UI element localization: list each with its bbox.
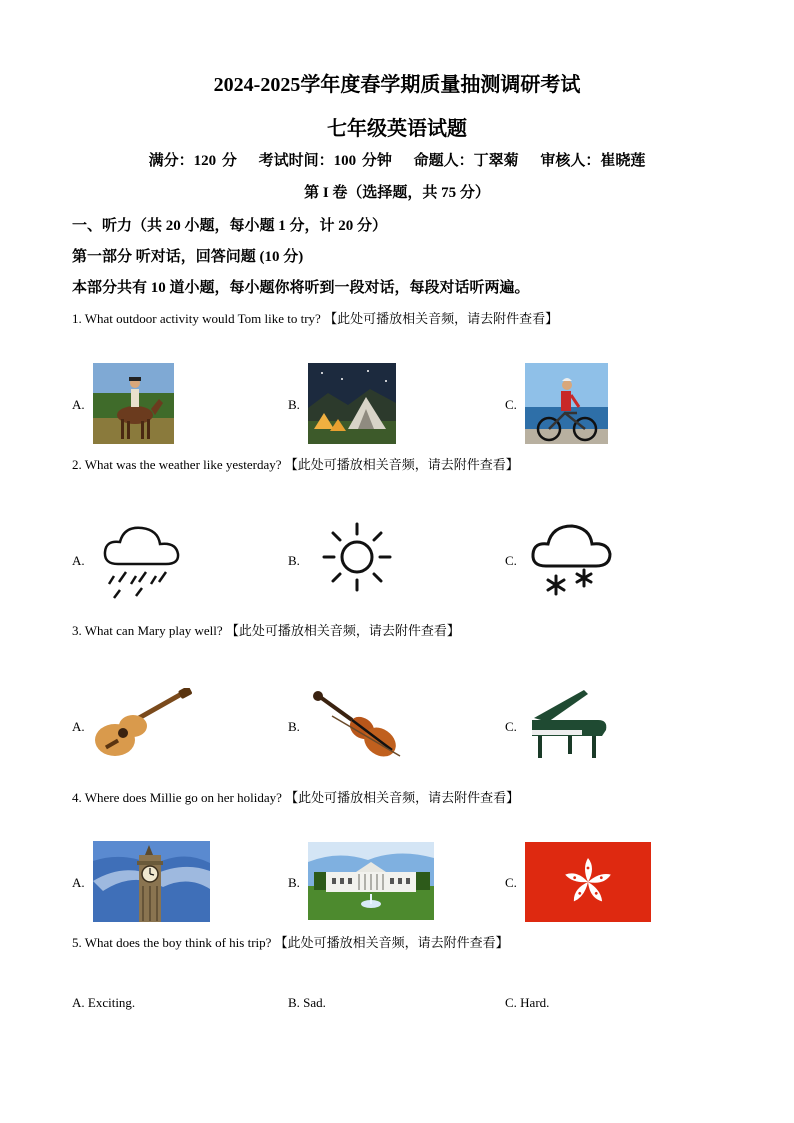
q2-option-a[interactable]: A. (72, 553, 85, 568)
sun-icon (320, 520, 394, 594)
volume-heading: 第 I 卷（选择题，共 75 分） (304, 185, 490, 201)
exam-subtitle: 七年级英语试题 (327, 118, 467, 140)
rain-icon (100, 520, 182, 600)
q3-option-b[interactable]: B. (288, 719, 300, 734)
violin-icon (312, 690, 402, 758)
q1-option-c[interactable]: C. (505, 397, 517, 412)
q3-option-a[interactable]: A. (72, 719, 85, 734)
piano-icon (528, 688, 610, 762)
question-1: 1. What outdoor activity would Tom like to try? 【此处可播放相关音频，请去附件查看】 (72, 311, 559, 326)
reviewer-info: 审核人：崔晓莲 (540, 153, 646, 169)
horse-riding-photo (93, 363, 174, 444)
q2-option-c[interactable]: C. (505, 553, 517, 568)
exam-meta (0, 149, 794, 170)
score-info: 满分：120 分 (148, 153, 237, 169)
question-5: 5. What does the boy think of his trip? 【此处可播放相关音频，请去附件查看】 (72, 935, 509, 950)
exam-title: 2024-2025学年度春学期质量抽测调研考试 (213, 74, 581, 96)
snow-icon (530, 520, 612, 602)
q4-option-a[interactable]: A. (72, 875, 85, 890)
section-instruction: 本部分共有 10 道小题，每小题你将听到一段对话，每段对话听两遍。 (72, 280, 530, 296)
question-3: 3. What can Mary play well? 【此处可播放相关音频，请去附件查看】 (72, 623, 460, 638)
section-listening: 一、听力（共 20 小题，每小题 1 分，计 20 分） (72, 218, 388, 234)
big-ben-photo (93, 841, 210, 922)
q4-option-b[interactable]: B. (288, 875, 300, 890)
q2-option-b[interactable]: B. (288, 553, 300, 568)
camping-tent-photo (308, 363, 396, 444)
q5-option-b[interactable]: B. Sad. (288, 995, 326, 1010)
ukulele-icon (93, 688, 193, 760)
q4-option-c[interactable]: C. (505, 875, 517, 890)
q5-option-c[interactable]: C. Hard. (505, 995, 550, 1010)
q3-option-c[interactable]: C. (505, 719, 517, 734)
q5-option-a[interactable]: A. Exciting. (72, 995, 136, 1010)
white-house-photo (308, 842, 434, 920)
q1-option-b[interactable]: B. (288, 397, 300, 412)
setter-info: 命题人：丁翠菊 (413, 153, 519, 169)
cycling-photo (525, 363, 608, 444)
question-2: 2. What was the weather like yesterday? 【此处可播放相关音频，请去附件查看】 (72, 457, 519, 472)
time-info: 考试时间：100 分钟 (258, 153, 392, 169)
question-4: 4. Where does Millie go on her holiday? 【此处可播放相关音频，请去附件查看】 (72, 790, 520, 805)
q1-option-a[interactable]: A. (72, 397, 85, 412)
section-part1: 第一部分 听对话，回答问题 (10 分) (72, 249, 304, 265)
hong-kong-flag (525, 842, 651, 922)
